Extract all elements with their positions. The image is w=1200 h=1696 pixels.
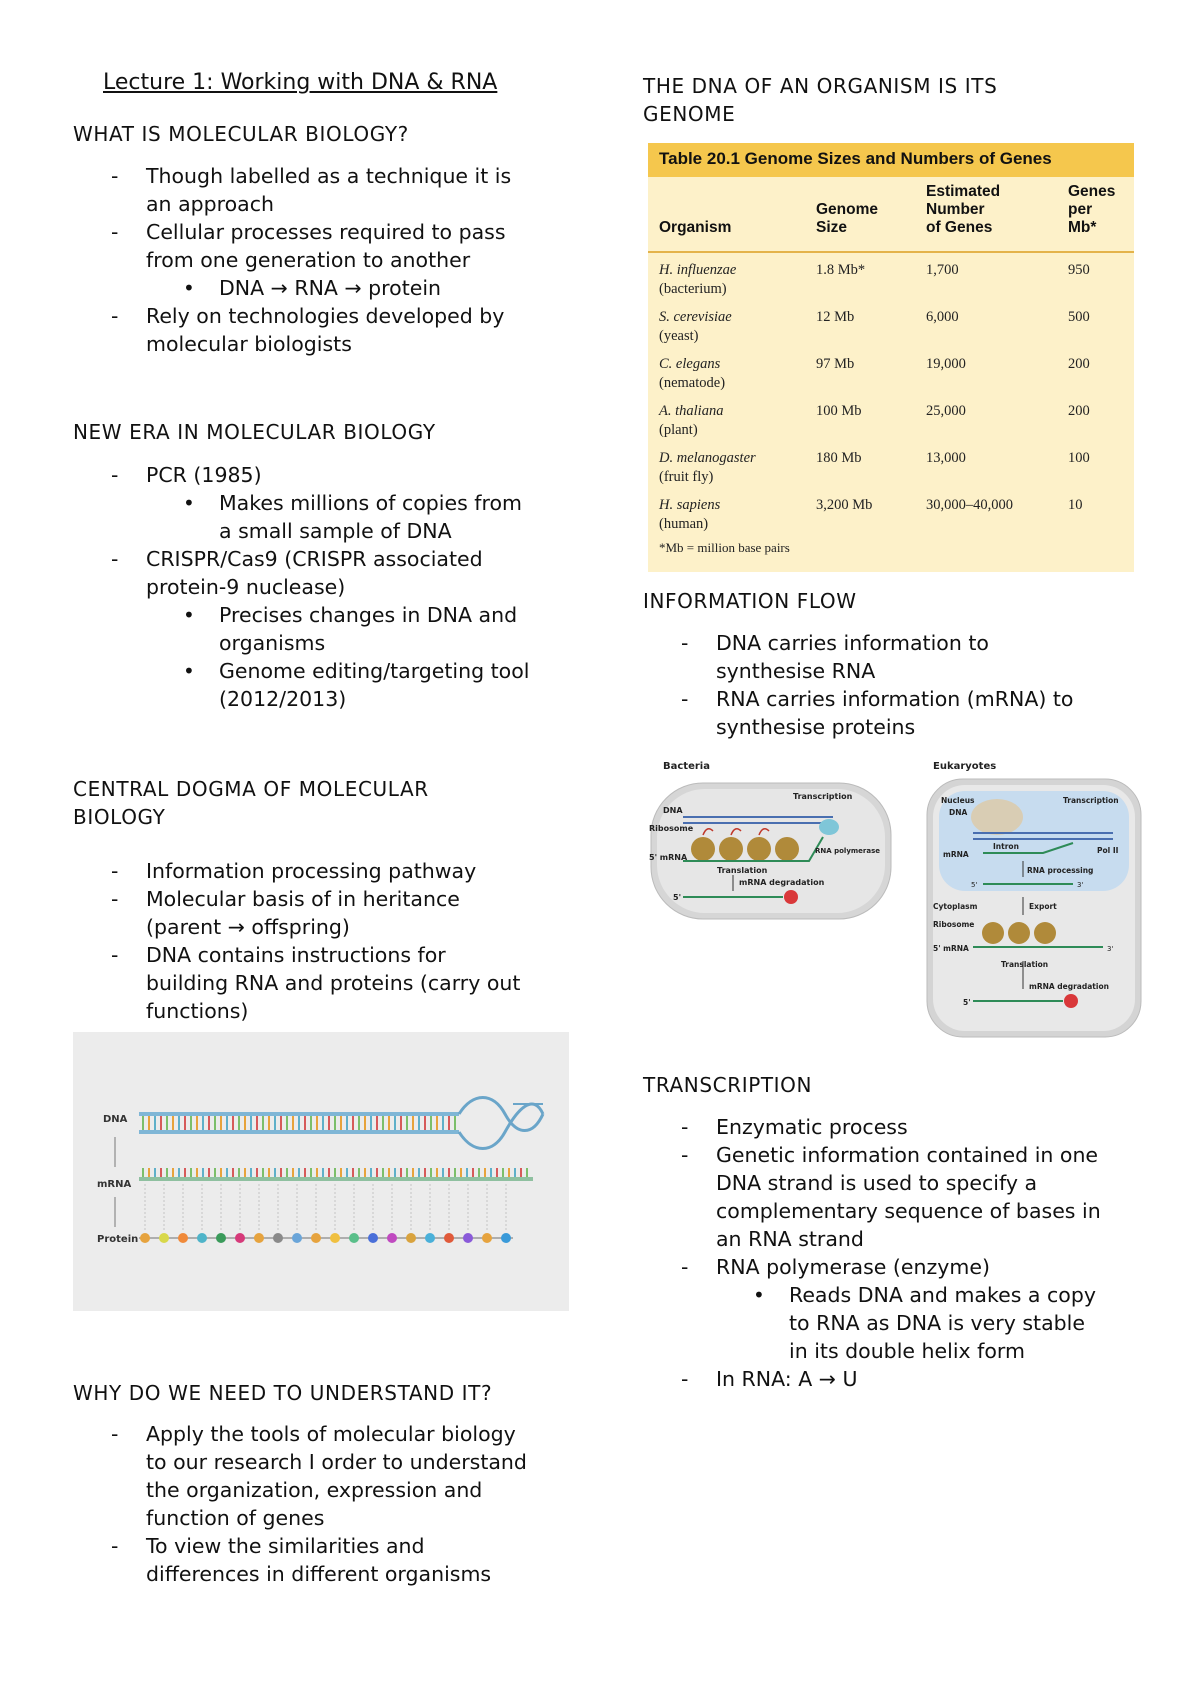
page-title: Lecture 1: Working with DNA & RNA <box>103 70 498 95</box>
ribosome-icon <box>775 837 799 861</box>
list-new-era <box>73 461 593 713</box>
euk-label-intron: Intron <box>993 842 1019 851</box>
euk-label-rna-processing: RNA processing <box>1027 866 1094 875</box>
euk-label-5prime-a: 5' <box>971 881 978 889</box>
list-item-line: - PCR (1985) <box>146 463 262 487</box>
list-item-line: (parent → offspring) <box>146 915 350 939</box>
euk-label-3prime-b: 3' <box>1107 945 1114 953</box>
cells-figure <box>643 757 1148 1042</box>
amino-acid-bead <box>311 1233 321 1243</box>
list-item-line: in its double helix form <box>789 1339 1025 1363</box>
organism-name: A. thaliana <box>659 403 724 419</box>
bacteria-title: Bacteria <box>663 761 710 772</box>
organism-name: S. cerevisiae <box>659 309 732 325</box>
list-item-line: - Rely on technologies developed by <box>146 304 505 328</box>
list-item <box>643 1253 1163 1281</box>
header-line: of Genes <box>926 219 993 236</box>
list-item-line: functions) <box>146 999 249 1023</box>
heading-line: GENOME <box>643 102 736 126</box>
cell-per-mb: 200 <box>1068 356 1090 372</box>
header-line: Genes <box>1068 183 1116 200</box>
amino-acid-bead <box>387 1233 397 1243</box>
amino-acid-bead <box>235 1233 245 1243</box>
amino-acid-bead <box>273 1233 283 1243</box>
list-item-line: - Though labelled as a technique it is <box>146 164 512 188</box>
mrna-label: mRNA <box>97 1179 132 1190</box>
col-header-size <box>816 201 878 237</box>
euk-label-dna: DNA <box>949 808 968 817</box>
list-item <box>643 685 1163 741</box>
list-item-line: - Apply the tools of molecular biology <box>146 1422 516 1446</box>
list-item <box>73 941 593 1025</box>
euk-label-5prime-b: 5' <box>963 998 971 1007</box>
protein-label: Protein <box>97 1234 139 1245</box>
list-item-line: the organization, expression and <box>146 1478 483 1502</box>
organism-cell <box>659 496 720 534</box>
list-item-line: building RNA and proteins (carry out <box>146 971 521 995</box>
section-heading-new-era: NEW ERA IN MOLECULAR BIOLOGY <box>73 420 436 444</box>
list-item-line: - In RNA: A → U <box>716 1367 858 1391</box>
organism-cell <box>659 355 725 393</box>
degradation-icon <box>1064 994 1078 1008</box>
cell-size: 1.8 Mb* <box>816 262 866 278</box>
bullet-item <box>73 274 593 302</box>
euk-label-ribosome: Ribosome <box>933 920 975 929</box>
list-item <box>643 629 1163 685</box>
genome-table <box>648 143 1134 572</box>
list-item-line: - RNA polymerase (enzyme) <box>716 1255 990 1279</box>
amino-acid-bead <box>216 1233 226 1243</box>
organism-common-name: (yeast) <box>659 328 699 344</box>
heading-line: CENTRAL DOGMA OF MOLECULAR <box>73 777 429 801</box>
list-item-line: (2012/2013) <box>219 687 347 711</box>
header-line: Estimated <box>926 183 1001 200</box>
cell-per-mb: 500 <box>1068 309 1090 325</box>
amino-acid-bead <box>368 1233 378 1243</box>
header-line: Genome <box>816 201 879 218</box>
cell-size: 3,200 Mb <box>816 497 873 513</box>
cell-per-mb: 10 <box>1068 497 1083 513</box>
euk-label-mrna-degradation: mRNA degradation <box>1029 982 1109 991</box>
amino-acid-bead <box>254 1233 264 1243</box>
ribosome-icon <box>982 922 1004 944</box>
cell-per-mb: 200 <box>1068 403 1090 419</box>
euk-label-5-mrna: 5' mRNA <box>933 944 969 953</box>
list-item <box>73 885 593 941</box>
col-header-per-mb <box>1068 183 1115 237</box>
euk-label-export: Export <box>1029 902 1057 911</box>
nucleus <box>939 791 1129 891</box>
organism-name: H. sapiens <box>659 497 721 513</box>
list-item-line: • Precises changes in DNA and <box>219 603 518 627</box>
list-item <box>73 1420 593 1532</box>
euk-label-cytoplasm: Cytoplasm <box>933 902 978 911</box>
list-item-line: - DNA contains instructions for <box>146 943 446 967</box>
ribosome-icon <box>719 837 743 861</box>
euk-label-mrna: mRNA <box>943 850 969 859</box>
euk-label-nucleus: Nucleus <box>941 796 975 805</box>
col-header-organism: Organism <box>659 219 732 236</box>
header-line: Mb* <box>1068 219 1097 236</box>
list-item-line: protein-9 nuclease) <box>146 575 346 599</box>
ribosome-icon <box>691 837 715 861</box>
cells-diagram <box>643 757 1148 1042</box>
list-item-line: - Cellular processes required to pass <box>146 220 506 244</box>
organism-name: H. influenzae <box>659 262 737 278</box>
bact-label-mrna: 5' mRNA <box>649 853 688 862</box>
protein-chain <box>140 1184 511 1243</box>
list-item <box>643 1141 1163 1253</box>
amino-acid-bead <box>292 1233 302 1243</box>
cell-size: 180 Mb <box>816 450 862 466</box>
eukaryotes-title: Eukaryotes <box>933 761 997 772</box>
cell-genes: 25,000 <box>926 403 966 419</box>
ribosome-icon <box>747 837 771 861</box>
central-dogma-figure <box>73 1032 569 1311</box>
organism-cell <box>659 261 736 299</box>
bact-label-rna-polymerase: RNA polymerase <box>815 847 881 855</box>
dna-label: DNA <box>103 1114 128 1125</box>
list-item-line: - RNA carries information (mRNA) to <box>716 687 1074 711</box>
bullet-item <box>73 601 593 657</box>
list-item <box>73 857 593 885</box>
bact-label-ribosome: Ribosome <box>649 824 694 833</box>
heading-line: THE DNA OF AN ORGANISM IS ITS <box>643 74 998 98</box>
amino-acid-bead <box>159 1233 169 1243</box>
bullet-item <box>73 489 593 545</box>
cell-size: 100 Mb <box>816 403 862 419</box>
bact-label-transcription: Transcription <box>793 792 853 801</box>
organism-common-name: (nematode) <box>659 375 726 391</box>
list-item <box>73 1532 593 1588</box>
list-item-line: - Genetic information contained in one <box>716 1143 1099 1167</box>
organism-name: D. melanogaster <box>659 450 756 466</box>
list-item-line: an approach <box>146 192 275 216</box>
amino-acid-bead <box>140 1233 150 1243</box>
ribosome-icon <box>1008 922 1030 944</box>
section-heading-what-is: WHAT IS MOLECULAR BIOLOGY? <box>73 122 409 146</box>
list-item-line: • DNA → RNA → protein <box>219 276 442 300</box>
header-line: per <box>1068 201 1093 218</box>
amino-acid-bead <box>330 1233 340 1243</box>
cell-per-mb: 100 <box>1068 450 1090 466</box>
header-line: Number <box>926 201 985 218</box>
list-item-line: complementary sequence of bases in <box>716 1199 1101 1223</box>
cell-genes: 1,700 <box>926 262 959 278</box>
amino-acid-bead <box>425 1233 435 1243</box>
organism-cell <box>659 402 723 440</box>
list-central-dogma <box>73 857 593 1025</box>
organism-common-name: (fruit fly) <box>659 469 714 485</box>
table-title-bar <box>648 143 1134 177</box>
col-header-genes <box>926 183 1000 237</box>
pol-ii-icon <box>971 799 1023 835</box>
section-heading-why: WHY DO WE NEED TO UNDERSTAND IT? <box>73 1381 493 1405</box>
list-item-line: synthesise proteins <box>716 715 916 739</box>
dna-strand <box>139 1098 543 1149</box>
section-heading-genome <box>643 72 997 128</box>
amino-acid-bead <box>178 1233 188 1243</box>
section-heading-transcription: TRANSCRIPTION <box>643 1073 813 1097</box>
list-item <box>73 302 593 358</box>
rna-polymerase-icon <box>819 819 839 835</box>
bact-label-mrna-degradation: mRNA degradation <box>739 878 825 887</box>
organism-common-name: (plant) <box>659 422 698 438</box>
header-line: Size <box>816 219 848 236</box>
bact-label-5prime: 5' <box>673 893 682 902</box>
list-item <box>73 218 593 274</box>
list-info-flow <box>643 629 1163 741</box>
list-item-line: from one generation to another <box>146 248 471 272</box>
list-item-line: to our research I order to understand <box>146 1450 527 1474</box>
amino-acid-bead <box>406 1233 416 1243</box>
heading-line: BIOLOGY <box>73 805 166 829</box>
list-item-line: differences in different organisms <box>146 1562 492 1586</box>
amino-acid-bead <box>349 1233 359 1243</box>
cell-genes: 30,000–40,000 <box>926 497 1013 513</box>
amino-acid-bead <box>501 1233 511 1243</box>
list-item-line: - Information processing pathway <box>146 859 477 883</box>
ribosome-icon <box>1034 922 1056 944</box>
euk-label-pol-ii: Pol II <box>1097 846 1119 855</box>
cell-genes: 6,000 <box>926 309 959 325</box>
list-item <box>73 461 593 489</box>
bact-label-translation: Translation <box>717 866 768 875</box>
amino-acid-bead <box>444 1233 454 1243</box>
amino-acid-bead <box>197 1233 207 1243</box>
cell-genes: 19,000 <box>926 356 966 372</box>
organism-cell <box>659 449 756 487</box>
bullet-item <box>643 1281 1163 1365</box>
organism-cell <box>659 308 732 346</box>
euk-label-translation: Translation <box>1001 960 1049 969</box>
list-item-line: function of genes <box>146 1506 325 1530</box>
list-what-is <box>73 162 593 358</box>
list-item-line: • Makes millions of copies from <box>219 491 522 515</box>
mrna-strand <box>139 1168 533 1181</box>
cell-genes: 13,000 <box>926 450 966 466</box>
list-item-line: - CRISPR/Cas9 (CRISPR associated <box>146 547 483 571</box>
table-footnote: *Mb = million base pairs <box>659 540 790 555</box>
euk-label-transcription: Transcription <box>1063 796 1119 805</box>
section-heading-info-flow: INFORMATION FLOW <box>643 589 857 613</box>
organism-common-name: (human) <box>659 516 709 532</box>
section-heading-central-dogma <box>73 775 429 831</box>
amino-acid-bead <box>482 1233 492 1243</box>
organism-common-name: (bacterium) <box>659 281 727 297</box>
list-item <box>73 545 593 601</box>
list-item-line: - DNA carries information to <box>716 631 989 655</box>
table-title: Table 20.1 Genome Sizes and Numbers of Genes <box>659 149 1052 168</box>
amino-acid-bead <box>463 1233 473 1243</box>
list-item <box>643 1365 1163 1393</box>
list-item-line: - To view the similarities and <box>146 1534 425 1558</box>
list-item-line: molecular biologists <box>146 332 352 356</box>
list-item-line: DNA strand is used to specify a <box>716 1171 1038 1195</box>
organism-name: C. elegans <box>659 356 721 372</box>
euk-label-3prime-a: 3' <box>1077 881 1084 889</box>
list-item-line: a small sample of DNA <box>219 519 452 543</box>
list-item-line: to RNA as DNA is very stable <box>789 1311 1085 1335</box>
list-item <box>643 1113 1163 1141</box>
cell-size: 12 Mb <box>816 309 855 325</box>
list-why <box>73 1420 593 1588</box>
header-rule <box>648 251 1134 253</box>
list-item-line: - Enzymatic process <box>716 1115 908 1139</box>
list-item-line: • Reads DNA and makes a copy <box>789 1283 1096 1307</box>
list-item-line: synthesise RNA <box>716 659 876 683</box>
central-dogma-diagram <box>73 1032 569 1311</box>
bullet-item <box>73 657 593 713</box>
bact-label-dna: DNA <box>663 806 683 815</box>
list-item-line: • Genome editing/targeting tool <box>219 659 530 683</box>
cell-per-mb: 950 <box>1068 262 1090 278</box>
list-transcription <box>643 1113 1163 1393</box>
list-item-line: an RNA strand <box>716 1227 864 1251</box>
list-item <box>73 162 593 218</box>
list-item-line: - Molecular basis of in heritance <box>146 887 460 911</box>
degradation-icon <box>784 890 798 904</box>
list-item-line: organisms <box>219 631 326 655</box>
cell-size: 97 Mb <box>816 356 855 372</box>
